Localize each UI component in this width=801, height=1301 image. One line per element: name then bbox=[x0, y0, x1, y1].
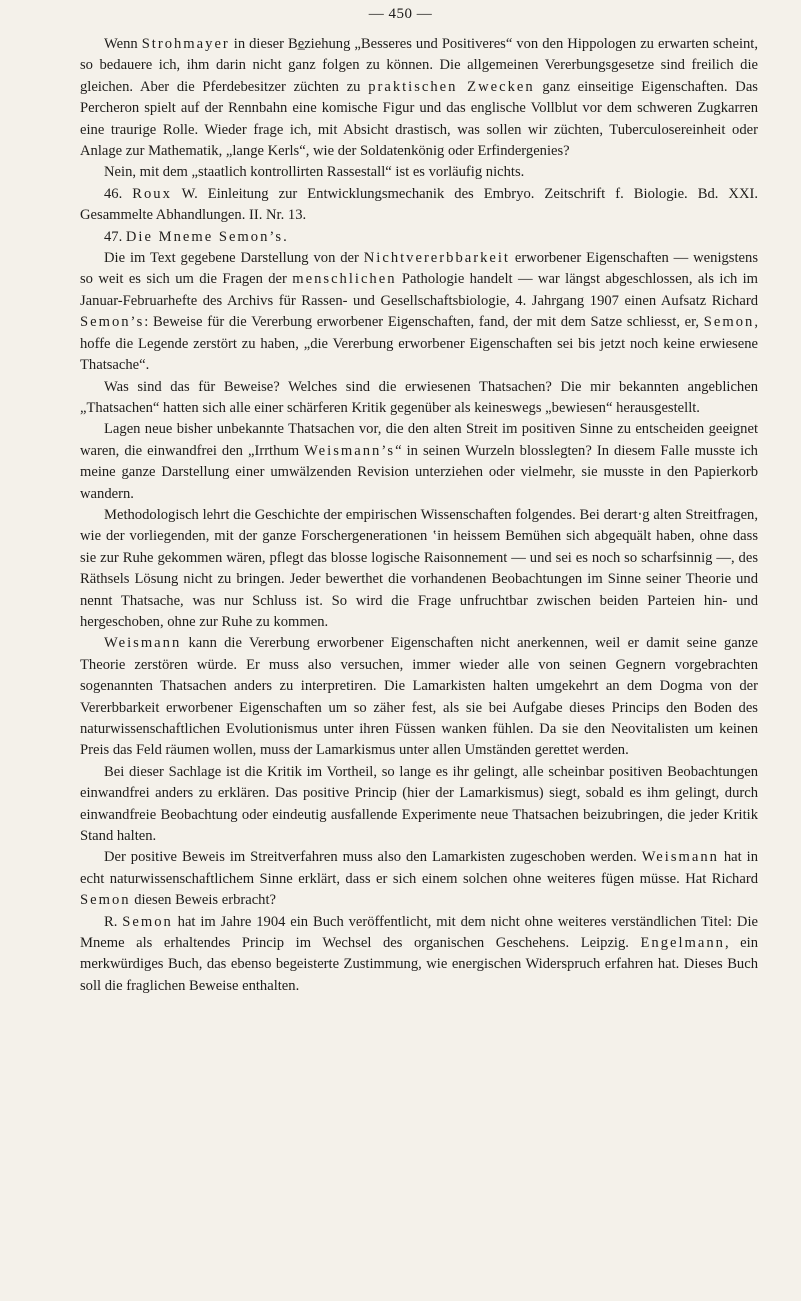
paragraph bbox=[80, 248, 758, 376]
text-run: erworbener Eigenschaften — wenigstens so weit es sich um die Fragen der bbox=[80, 250, 758, 288]
text-run: Nein, mit dem „staatlich kontrollirten Rassestall“ ist es vorläufig nichts. bbox=[104, 164, 525, 181]
spaced-name-text: Semon bbox=[703, 314, 755, 331]
text-run: W. Einleitung zur Entwicklungsmechanik des Embryo. Zeitschrift f. Biologie. Bd. XXI. Gesammelte Abhandlungen. II. Nr. 13. bbox=[80, 185, 759, 224]
text-run: 46. bbox=[104, 185, 133, 202]
text-run: R. bbox=[104, 913, 123, 930]
text-run: hat in echt naturwissenschaftlichem Sinne erklärt, dass er sich einem solchen ohne weiteres fügen müsse. Hat Richard bbox=[80, 849, 758, 887]
spaced-name-text: Weismann bbox=[641, 849, 719, 866]
text-run: Bei dieser Sachlage ist die Kritik im Vortheil, so lange es ihr gelingt, alle scheinbar positiven Beobachtungen einwandfrei anders zu erklären. Das positive Princip (hier der Lamarkismus) siegt, sobald es ihm gelingt, durch einwandfreie Beobachtung oder eindeutig ausfallende Experimente neue Thatsachen beizubringen, die jeder Kritik Stand halten. bbox=[80, 763, 758, 845]
text-run: Die im Text gegebene Darstellung von der bbox=[104, 250, 364, 267]
text-run: Der positive Beweis im Streitverfahren muss also den Lamarkisten zugeschoben werden. bbox=[104, 849, 642, 866]
spaced-name-text: Semon bbox=[80, 892, 131, 909]
page-number: — 450 — bbox=[368, 6, 433, 22]
spaced-name-text: Semon’s bbox=[80, 314, 145, 331]
text-run: Was sind das für Beweise? Welches sind die erwiesenen Thatsachen? Die mir bekannten angeblichen „Thatsachen“ hatten sich alle einer schärferen Kritik gegenüber als keineswegs „bewiesen“ herausgestellt. bbox=[80, 378, 758, 416]
text-run: in dieser Be̲ziehung „Besseres und Positiveres“ von den Hippologen zu erwarten scheint, so bedauere ich, ihm darin nicht ganz folgen zu können. Die allgemeinen Vererbungsgesetze sind freilich die gleichen. Aber die Pferdebesitzer züchten zu bbox=[80, 36, 759, 95]
paragraph bbox=[80, 633, 758, 761]
text-run: Methodologisch lehrt die Geschichte der empirischen Wissenschaften folgendes. Bei derart‧g alten Streitfragen, wie der vorliegenden, mit der ganze Forschergenerationen ‛in heissem Bemühen sich abgequält haben, ohne dass sie zur Ruhe gekommen wären, pflegt das blosse logische Raisonnement — und sei es noch so scharfsinnig —, des Räthsels Lösung nicht zu bringen. Jeder bewerthet die vorhandenen Beobachtungen im Sinne seiner Theorie und nennt Thatsache, was nur Schluss ist. So wird die Frage unfruchtbar zwischen beiden Parteien hin- und hergeschoben, ohne zur Ruhe zu kommen. bbox=[80, 506, 758, 630]
paragraph bbox=[80, 377, 758, 420]
text-run: Wenn bbox=[104, 36, 142, 52]
paragraph bbox=[80, 162, 758, 183]
paragraph bbox=[80, 505, 758, 633]
paragraph bbox=[80, 34, 758, 162]
text-run: Lagen neue bisher unbekannte Thatsachen vor, die den alten Streit im positiven Sinne zu entscheiden geeignet waren, die einwandfrei den „Irrthum bbox=[80, 421, 758, 459]
text-run: 47. bbox=[104, 228, 126, 245]
spaced-name-text: Weismann’s bbox=[304, 442, 396, 459]
spaced-name-text: Nichtvererbbarkeit bbox=[363, 250, 510, 267]
paragraph bbox=[80, 912, 758, 998]
text-run: , hoffe die Legende zerstört zu haben, „die Vererbung erworbener Eigenschaften sei bis jetzt noch keine erwiesene Thatsache“. bbox=[80, 314, 758, 374]
spaced-name-text: Semon bbox=[122, 913, 173, 930]
spaced-name-text: Weismann bbox=[104, 635, 182, 652]
text-run: kann die Vererbung erworbener Eigenschaften nicht anerkennen, weil er damit seine ganze Theorie zerstören würde. Er muss also versuchen, immer wieder alle von seinen Gegnern vorgebrachten sogenannten Thatsachen anders zu interpretiren. Die Lamarkisten halten umgekehrt an dem Dogma von der Vererbbarkeit erworbener Eigenschaften um so zäher fest, als sie bei Aufgabe dieses Princips den Boden des naturwissenschaftlichen Evolutionismus unter ihren Füssen wanken fühlen. Da sie den Neovitalisten um keinen Preis das Feld räumen wollen, muss der Lamarkismus unter allen Umständen gerettet werden. bbox=[80, 635, 758, 759]
page-body-text bbox=[80, 34, 758, 997]
text-run: diesen Beweis erbracht? bbox=[130, 892, 277, 909]
spaced-name-text: Engelmann bbox=[640, 935, 725, 952]
text-run: “ in seinen Wurzeln blosslegten? In diesem Falle musste ich meine ganze Darstellung einer umwälzenden Revision unterziehen oder vielmehr, sie musste in den Papierkorb wandern. bbox=[80, 442, 758, 502]
spaced-name-text: menschlichen bbox=[292, 271, 397, 288]
spaced-name-text: praktischen Zwecken bbox=[368, 78, 535, 95]
paragraph bbox=[80, 419, 758, 505]
text-run: : Beweise für die Vererbung erworbener Eigenschaften, fand, der mit dem Satze schliesst, er, bbox=[144, 314, 704, 331]
spaced-name-text: Die Mneme Semon’s. bbox=[125, 228, 289, 245]
paragraph bbox=[80, 847, 758, 911]
text-run: , ein merkwürdiges Buch, das ebenso begeisterte Zustimmung, wie energischen Widerspruch erfahren hat. Dieses Buch soll die fraglichen Beweise enthalten. bbox=[80, 935, 758, 994]
text-run: hat im Jahre 1904 ein Buch veröffentlicht, mit dem nicht ohne weiteres verständlichen Titel: Die Mneme als erhaltendes Princip im Wechsel des organischen Geschehens. Leipzig. bbox=[80, 913, 759, 952]
spaced-name-text: Roux bbox=[132, 185, 172, 202]
spaced-name-text: Strohmayer bbox=[141, 36, 230, 52]
paragraph bbox=[80, 762, 758, 848]
text-run: ganz einseitige Eigenschaften. Das Percheron spielt auf der Rennbahn eine komische Figur und das englische Vollblut vor dem schweren Zugkarren eine traurige Rolle. Wieder frage ich, mit Absicht drastisch, was sollen wir züchten, Tuberculosereinheit oder Anlage zur Mathematik, „lange Kerls“, wie der Soldatenkönig oder Erfindergenies? bbox=[80, 78, 758, 160]
text-run: Pathologie handelt — war längst abgeschlossen, als ich im Januar-Februarhefte des Archivs für Rassen- und Gesellschaftsbiologie, 4. Jahrgang 1907 einen Aufsatz Richard bbox=[80, 271, 759, 309]
paragraph bbox=[80, 227, 758, 248]
paragraph bbox=[80, 184, 758, 227]
